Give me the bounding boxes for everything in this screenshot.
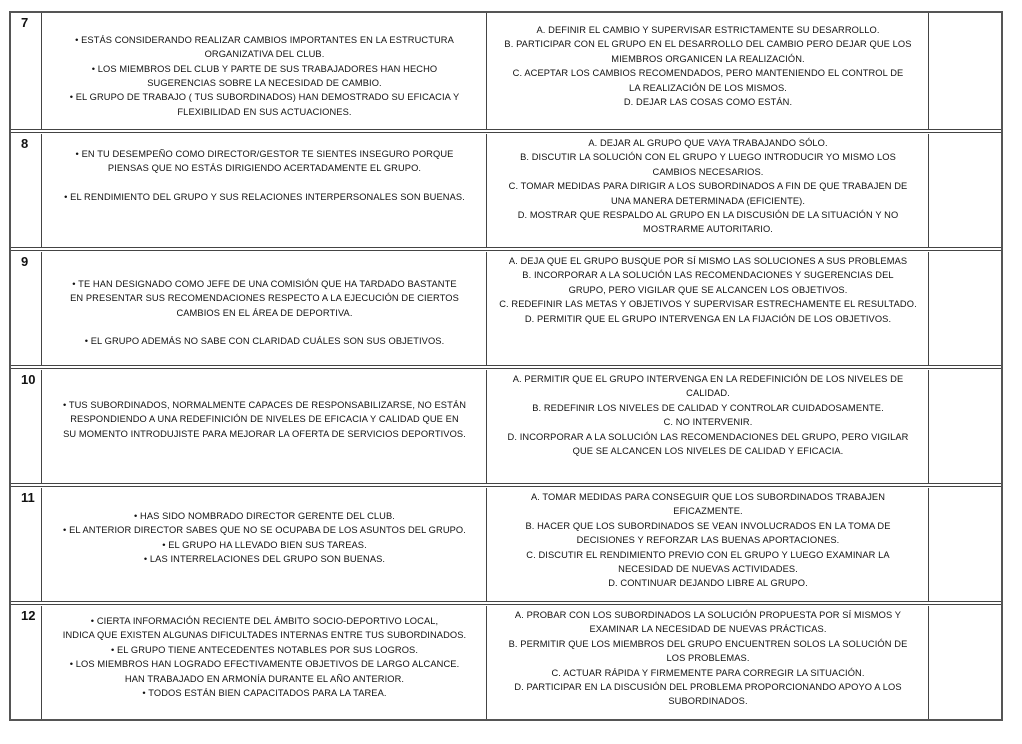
option-line: A. PERMITIR QUE EL GRUPO INTERVENGA EN LA REDEFINICIÓN DE LOS NIVELES DE	[512, 374, 904, 384]
option-line: B. PERMITIR QUE LOS MIEMBROS DEL GRUPO ENCUENTREN SOLOS LA SOLUCIÓN DE	[508, 638, 908, 649]
row-number: 8	[11, 134, 42, 247]
option-line: A. DEFINIR EL CAMBIO Y SUPERVISAR ESTRICTAMENTE SU DESARROLLO.	[536, 25, 880, 35]
option-line: SUBORDINADOS.	[668, 696, 748, 707]
row-number: 11	[11, 488, 42, 601]
option-line: D. DEJAR LAS COSAS COMO ESTÁN.	[623, 97, 793, 108]
situation-line: • EN TU DESEMPEÑO COMO DIRECTOR/GESTOR TE SIENTES INSEGURO PORQUE	[75, 149, 454, 159]
option-line: C. ACTUAR RÁPIDA Y FIRMEMENTE PARA CORREGIR LA SITUACIÓN.	[551, 667, 865, 678]
option-line: A. PROBAR CON LOS SUBORDINADOS LA SOLUCIÓN PROPUESTA POR SÍ MISMOS Y	[514, 610, 902, 620]
situation-cell	[43, 370, 487, 483]
situation-cell	[43, 606, 487, 719]
options-cell	[488, 606, 929, 719]
option-line: B. HACER QUE LOS SUBORDINADOS SE VEAN INVOLUCRADOS EN LA TOMA DE	[525, 520, 891, 531]
situation-line: • EL GRUPO TIENE ANTECEDENTES NOTABLES POR SUS LOGROS.	[110, 644, 419, 655]
option-line: D. PARTICIPAR EN LA DISCUSIÓN DEL PROBLEMA PROPORCIONANDO APOYO A LOS	[514, 682, 902, 693]
options-cell	[488, 134, 929, 247]
situation-line: • LAS INTERRELACIONES DEL GRUPO SON BUENAS.	[143, 554, 386, 565]
answer-cell[interactable]	[930, 606, 1001, 719]
situation-cell	[43, 488, 487, 601]
situation-line: FLEXIBILIDAD EN SUS ACTUACIONES.	[177, 106, 352, 117]
situation-line: • EL GRUPO DE TRABAJO ( TUS SUBORDINADOS) HAN DEMOSTRADO SU EFICACIA Y	[69, 92, 460, 103]
options-cell	[488, 252, 929, 365]
option-line: MIEMBROS ORGANICEN LA REALIZACIÓN.	[611, 53, 805, 64]
option-line: CALIDAD.	[686, 388, 730, 399]
table-row	[11, 13, 1001, 130]
options-cell	[488, 370, 929, 483]
situation-line: • LOS MIEMBROS DEL CLUB Y PARTE DE SUS TRABAJADORES HAN HECHO	[91, 63, 438, 74]
option-line: MOSTRARME AUTORITARIO.	[643, 224, 773, 235]
situation-line: CAMBIOS EN EL ÁREA DE DEPORTIVA.	[176, 307, 353, 318]
option-line: UNA MANERA DETERMINADA (EFICIENTE).	[610, 195, 806, 206]
situation-line: EN PRESENTAR SUS RECOMENDACIONES RESPECTO A LA EJECUCIÓN DE CIERTOS	[70, 293, 459, 304]
option-line: DECISIONES Y REFORZAR LAS BUENAS APORTACIONES.	[576, 535, 840, 546]
situation-line: INDICA QUE EXISTEN ALGUNAS DIFICULTADES INTERNAS ENTRE TUS SUBORDINADOS.	[62, 630, 467, 641]
row-number: 7	[11, 13, 42, 129]
option-line: GRUPO, PERO VIGILAR QUE SE ALCANCEN LOS OBJETIVOS.	[568, 284, 848, 295]
option-line: LA REALIZACIÓN DE LOS MISMOS.	[629, 82, 787, 93]
situation-cell	[43, 13, 487, 129]
situation-line: • EL RENDIMIENTO DEL GRUPO Y SUS RELACIONES INTERPERSONALES SON BUENAS.	[64, 191, 465, 202]
option-line: C. NO INTERVENIR.	[663, 417, 753, 428]
option-line: B. INCORPORAR A LA SOLUCIÓN LAS RECOMENDACIONES Y SUGERENCIAS DEL	[522, 270, 894, 281]
option-line: A. TOMAR MEDIDAS PARA CONSEGUIR QUE LOS SUBORDINADOS TRABAJEN	[530, 492, 886, 502]
situation-line: • HAS SIDO NOMBRADO DIRECTOR GERENTE DEL CLUB.	[134, 511, 395, 521]
answer-cell[interactable]	[930, 134, 1001, 247]
answer-cell[interactable]	[930, 370, 1001, 483]
answer-cell[interactable]	[930, 252, 1001, 365]
questionnaire-table	[9, 11, 1003, 721]
situation-line: HAN TRABAJADO EN ARMONÍA DURANTE EL AÑO ANTERIOR.	[124, 673, 405, 684]
option-line: D. PERMITIR QUE EL GRUPO INTERVENGA EN LA FIJACIÓN DE LOS OBJETIVOS.	[524, 313, 892, 324]
table-row	[11, 488, 1001, 602]
option-line: D. CONTINUAR DEJANDO LIBRE AL GRUPO.	[608, 578, 808, 589]
option-line: A. DEJAR AL GRUPO QUE VAYA TRABAJANDO SÓLO.	[588, 138, 828, 148]
option-line: B. REDEFINIR LOS NIVELES DE CALIDAD Y CONTROLAR CUIDADOSAMENTE.	[532, 402, 884, 413]
situation-cell	[43, 252, 487, 365]
row-number: 12	[11, 606, 42, 719]
options-cell	[488, 488, 929, 601]
option-line: EXAMINAR LA NECESIDAD DE NUEVAS PRÁCTICAS.	[589, 624, 827, 635]
situation-line: PIENSAS QUE NO ESTÁS DIRIGIENDO ACERTADAMENTE EL GRUPO.	[107, 163, 422, 174]
situation-line: • EL GRUPO HA LLEVADO BIEN SUS TAREAS.	[162, 539, 367, 550]
situation-line: • EL GRUPO ADEMÁS NO SABE CON CLARIDAD CUÁLES SON SUS OBJETIVOS.	[84, 336, 445, 347]
row-number: 10	[11, 370, 42, 483]
table-row	[11, 134, 1001, 248]
option-line: C. DISCUTIR EL RENDIMIENTO PREVIO CON EL GRUPO Y LUEGO EXAMINAR LA	[526, 549, 890, 560]
table-row	[11, 370, 1001, 484]
option-line: LOS PROBLEMAS.	[666, 653, 750, 664]
option-line: B. DISCUTIR LA SOLUCIÓN CON EL GRUPO Y LUEGO INTRODUCIR YO MISMO LOS	[520, 152, 896, 163]
situation-line: SU MOMENTO INTRODUJISTE PARA MEJORAR LA OFERTA DE SERVICIOS DEPORTIVOS.	[63, 428, 466, 439]
situation-line: • CIERTA INFORMACIÓN RECIENTE DEL ÁMBITO SOCIO-DEPORTIVO LOCAL,	[90, 616, 439, 626]
option-line: D. MOSTRAR QUE RESPALDO AL GRUPO EN LA DISCUSIÓN DE LA SITUACIÓN Y NO	[517, 210, 899, 221]
situation-line: • EL ANTERIOR DIRECTOR SABES QUE NO SE OCUPABA DE LOS ASUNTOS DEL GRUPO.	[63, 525, 466, 536]
situation-line: • TE HAN DESIGNADO COMO JEFE DE UNA COMISIÓN QUE HA TARDADO BASTANTE	[72, 279, 457, 289]
option-line: C. TOMAR MEDIDAS PARA DIRIGIR A LOS SUBORDINADOS A FIN DE QUE TRABAJEN DE	[508, 181, 908, 192]
option-line: CAMBIOS NECESARIOS.	[652, 166, 764, 177]
option-line: EFICAZMENTE.	[673, 506, 743, 517]
situation-line: • ESTÁS CONSIDERANDO REALIZAR CAMBIOS IMPORTANTES EN LA ESTRUCTURA	[75, 34, 454, 45]
option-line: B. PARTICIPAR CON EL GRUPO EN EL DESARROLLO DEL CAMBIO PERO DEJAR QUE LOS	[504, 39, 912, 50]
option-line: A. DEJA QUE EL GRUPO BUSQUE POR SÍ MISMO LAS SOLUCIONES A SUS PROBLEMAS	[508, 256, 908, 266]
option-line: D. INCORPORAR A LA SOLUCIÓN LAS RECOMENDACIONES DEL GRUPO, PERO VIGILAR	[507, 431, 909, 442]
situation-cell	[43, 134, 487, 247]
row-number: 9	[11, 252, 42, 365]
situation-line: RESPONDIENDO A UNA REDEFINICIÓN DE NIVELES DE EFICACIA Y CALIDAD QUE EN	[70, 414, 459, 425]
table-row	[11, 252, 1001, 366]
options-cell	[488, 13, 929, 129]
situation-line: ORGANIZATIVA DEL CLUB.	[204, 49, 325, 60]
situation-line: • TUS SUBORDINADOS, NORMALMENTE CAPACES DE RESPONSABILIZARSE, NO ESTÁN	[62, 400, 467, 410]
table-row	[11, 606, 1001, 719]
answer-cell[interactable]	[930, 13, 1001, 129]
option-line: C. ACEPTAR LOS CAMBIOS RECOMENDADOS, PERO MANTENIENDO EL CONTROL DE	[512, 68, 904, 79]
option-line: NECESIDAD DE NUEVAS ACTIVIDADES.	[618, 564, 798, 575]
answer-cell[interactable]	[930, 488, 1001, 601]
situation-line: • TODOS ESTÁN BIEN CAPACITADOS PARA LA TAREA.	[142, 688, 387, 699]
situation-line: • LOS MIEMBROS HAN LOGRADO EFECTIVAMENTE OBJETIVOS DE LARGO ALCANCE.	[69, 659, 460, 670]
option-line: QUE SE ALCANCEN LOS NIVELES DE CALIDAD Y EFICACIA.	[572, 446, 844, 457]
situation-line: SUGERENCIAS SOBRE LA NECESIDAD DE CAMBIO.	[147, 78, 382, 88]
option-line: C. REDEFINIR LAS METAS Y OBJETIVOS Y SUPERVISAR ESTRECHAMENTE EL RESULTADO.	[499, 299, 917, 310]
